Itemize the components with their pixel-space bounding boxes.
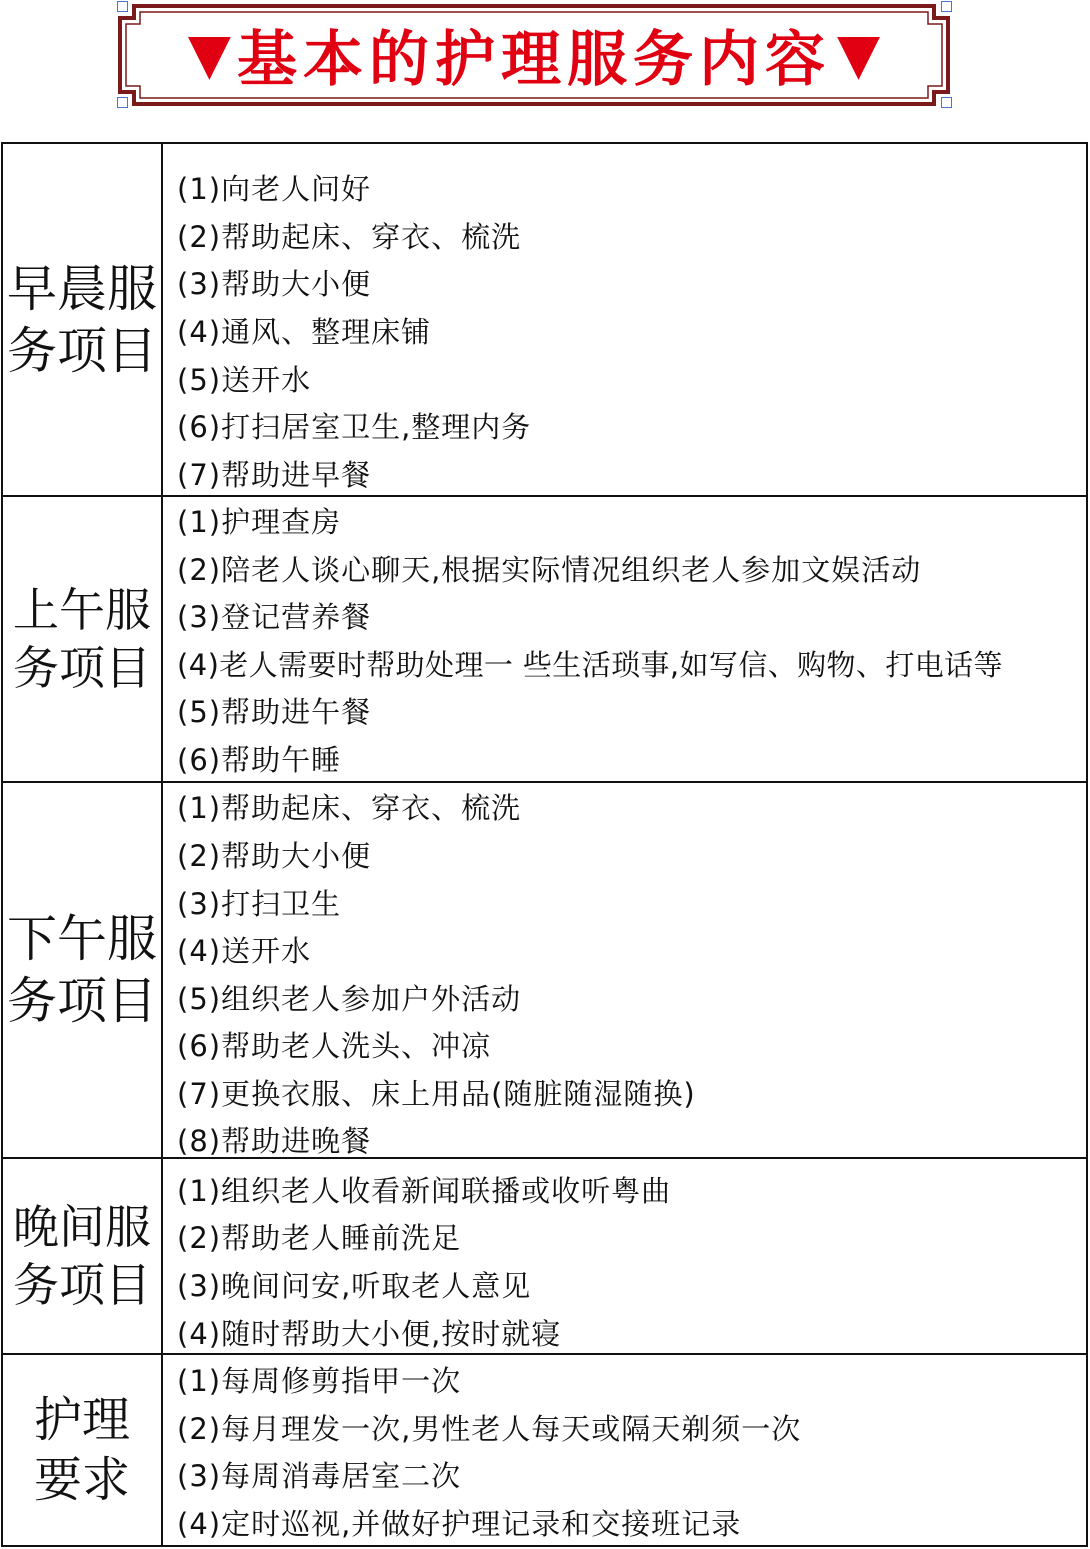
page-title	[112, 2, 956, 108]
list-item: (2)每月理发一次,男性老人每天或隔天剃须一次	[177, 1412, 802, 1446]
list-item: (3)晚间问安,听取老人意见	[177, 1269, 532, 1303]
table-row-afternoon	[3, 783, 1086, 1159]
category-cell	[3, 144, 163, 495]
list-item: (3)打扫卫生	[177, 887, 342, 921]
list-item: (6)帮助午睡	[177, 743, 342, 777]
list-item: (8)帮助进晚餐	[177, 1124, 372, 1158]
list-item: (3)帮助大小便	[177, 267, 372, 301]
category-label: 晚间服务项目	[13, 1200, 151, 1312]
table-row-requirements	[3, 1355, 1086, 1545]
category-cell	[3, 497, 163, 781]
list-item: (1)护理查房	[177, 505, 342, 539]
list-item: (5)帮助进午餐	[177, 695, 372, 729]
list-item: (7)帮助进早餐	[177, 458, 372, 492]
list-item: (4)定时巡视,并做好护理记录和交接班记录	[177, 1507, 742, 1541]
selection-handle[interactable]	[941, 97, 952, 108]
list-item: (6)打扫居室卫生,整理内务	[177, 410, 532, 444]
service-table	[1, 142, 1088, 1547]
list-item: (2)帮助老人睡前洗足	[177, 1221, 462, 1255]
list-item: (6)帮助老人洗头、冲凉	[177, 1029, 492, 1063]
list-item: (2)帮助大小便	[177, 839, 372, 873]
selection-handle[interactable]	[941, 1, 952, 12]
down-triangle-icon: ▼	[837, 22, 881, 87]
item-list	[177, 1159, 1086, 1353]
list-item: (4)随时帮助大小便,按时就寝	[177, 1317, 562, 1351]
table-row-forenoon	[3, 497, 1086, 783]
item-list	[177, 497, 1086, 781]
selection-handle[interactable]	[117, 1, 128, 12]
category-cell	[3, 1355, 163, 1545]
category-label: 上午服务项目	[13, 583, 151, 695]
title-banner	[112, 2, 956, 108]
list-item: (2)帮助起床、穿衣、梳洗	[177, 220, 522, 254]
item-list	[177, 1355, 1086, 1545]
page-title-text: 基本的护理服务内容	[237, 25, 831, 95]
list-item: (5)组织老人参加户外活动	[177, 982, 522, 1016]
list-item: (4)送开水	[177, 934, 312, 968]
list-item: (3)登记营养餐	[177, 600, 372, 634]
item-list	[177, 783, 1086, 1157]
list-item: (5)送开水	[177, 363, 312, 397]
list-item: (4)通风、整理床铺	[177, 315, 432, 349]
table-row-evening	[3, 1159, 1086, 1355]
table-row-morning	[3, 144, 1086, 497]
category-label: 早晨服务项目	[7, 259, 157, 380]
list-item: (2)陪老人谈心聊天,根据实际情况组织老人参加文娱活动	[177, 553, 922, 587]
down-triangle-icon: ▼	[187, 22, 231, 87]
item-list	[177, 144, 1086, 495]
category-cell	[3, 1159, 163, 1353]
selection-handle[interactable]	[117, 97, 128, 108]
category-cell	[3, 783, 163, 1157]
list-item: (1)帮助起床、穿衣、梳洗	[177, 791, 522, 825]
category-label: 下午服务项目	[7, 910, 157, 1030]
list-item: (4)老人需要时帮助处理一 些生活琐事,如写信、购物、打电话等	[177, 648, 1003, 682]
list-item: (1)组织老人收看新闻联播或收听粤曲	[177, 1174, 672, 1208]
list-item: (1)向老人问好	[177, 172, 372, 206]
list-item: (1)每周修剪指甲一次	[177, 1364, 462, 1398]
list-item: (7)更换衣服、床上用品(随脏随湿随换)	[177, 1077, 696, 1111]
list-item: (3)每周消毒居室二次	[177, 1459, 462, 1493]
category-label: 护理要求	[33, 1392, 130, 1508]
